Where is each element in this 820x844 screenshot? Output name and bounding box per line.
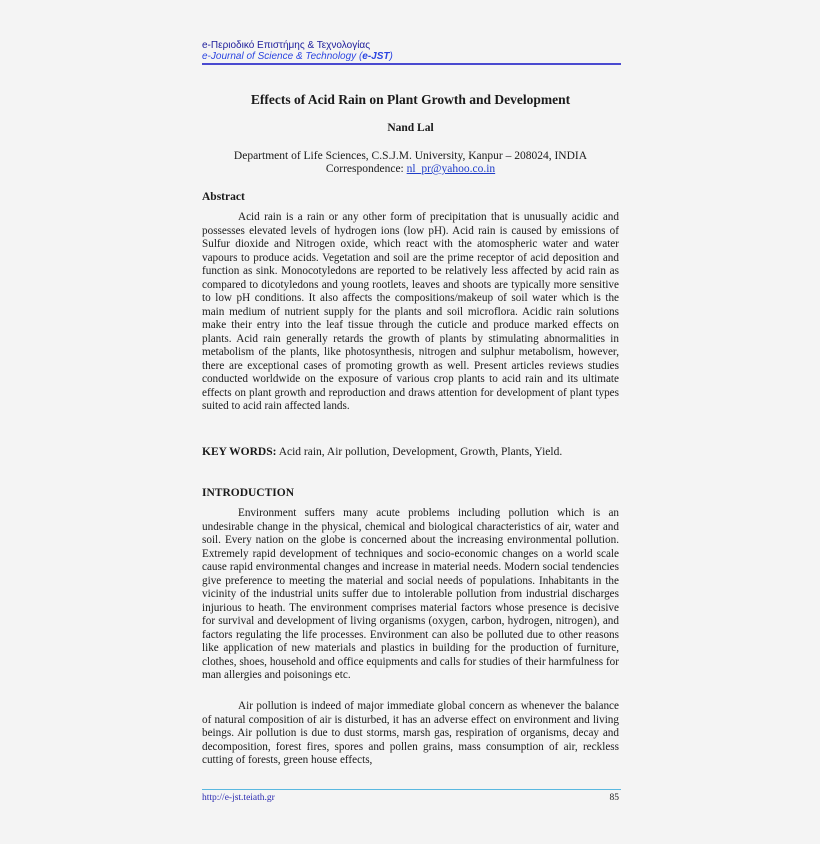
footer-journal-url[interactable]: http://e-jst.teiath.gr [202,793,275,803]
journal-title-english [202,51,393,62]
introduction-paragraph-2: Air pollution is indeed of major immediate global concern as whenever the balance of natural composition of air is disturbed, it has an adverse effect on environment and living beings. Air pollution is due to dust storms, marsh gas, respiration of organisms, decay and decomposition, forest fires, spores and pollen grains, mass consumption of air, reckless cutting of forests, green house effects, [202,700,619,766]
keywords [202,446,562,458]
abstract-text: Acid rain is a rain or any other form of precipitation that is unusually acidic and possesses elevated levels of hydrogen ions (low pH). Acid rain is caused by emissions of Sulfur dioxide and Nitrogen oxide, which react with the atomospheric water and water vapours to produce acids. Vegetation and soil are the prime receptor of acid deposition and function as sink. Monocotyledons are reported to be relatively less affected by acid rain as compared to dicotyledons and young rootlets, leaves and shoots are typically more sensitive to low pH conditions. It also affects the compositions/makeup of soil water which is the main medium of nutrient supply for the plants and soil microflora. Acidic rain solutions make their entry into the leaf tissue through the cuticle and produce marked effects on plants. Acid rain generally retards the growth of plants by stimulating abnormalities in metabolism of the plants, like photosynthesis, nitrogen and sulphur metabolism, however, there are exceptional cases of promoting growth as well. Present articles reviews studies conducted worldwide on the exposure of various crop plants to acid rain and its ultimate effects on plant growth and reproduction and draws attention for development of plant types suited to acid rain affected lands. [202,211,619,412]
page-number: 85 [609,793,619,803]
keywords-list: Acid rain, Air pollution, Development, Growth, Plants, Yield. [276,446,563,458]
article-title: Effects of Acid Rain on Plant Growth and Development [250,92,571,107]
journal-title-english-text: e-Journal of Science & Technology ( [202,51,363,62]
correspondence-label: Correspondence: [325,163,407,175]
abstract-heading: Abstract [202,191,245,203]
journal-abbreviation: e-JST [362,51,390,62]
correspondence [202,163,619,176]
introduction-paragraph-1: Environment suffers many acute problems including pollution which is an undesirable change in the physical, chemical and biological characteristics of air, water and soil. Every nation on the globe is concerned about the increasing environmental pollution. Extremely rapid development of techniques and socio-economic changes on a world scale cause rapid environmental changes and increase in material needs. Modern social tendencies give preference to meeting the material and social needs of populations. Inhabitants in the vicinity of the industrial units suffer due to intolerable pollution from industrial discharges injurious to heath. The environment comprises material factors whose presence is decisive for survival and development of living organisms (oxygen, carbon, hydrogen, nitrogen), and factors regulating the life processes. Environment can also be polluted due to other reasons like application of new materials and plastics in building for the production of furniture, clothes, shoes, household and office equipments and calls for studies of their harmfulness for man allergies and poisonings etc. [202,507,619,681]
affiliation-text: Department of Life Sciences, C.S.J.M. University, Kanpur – 208024, INDIA [233,150,588,162]
author-affiliation [202,150,619,176]
correspondence-email-link[interactable]: nl_pr@yahoo.co.in [406,163,496,175]
article-author: Nand Lal [387,122,434,134]
introduction-heading: INTRODUCTION [202,487,295,499]
journal-title-english-suffix: ) [389,51,393,62]
header-divider [202,63,621,65]
journal-title-greek: e-Περιοδικό Επιστήμης & Τεχνολογίας [202,40,371,51]
keywords-label: KEY WORDS: [202,446,277,458]
footer-divider [202,789,621,790]
